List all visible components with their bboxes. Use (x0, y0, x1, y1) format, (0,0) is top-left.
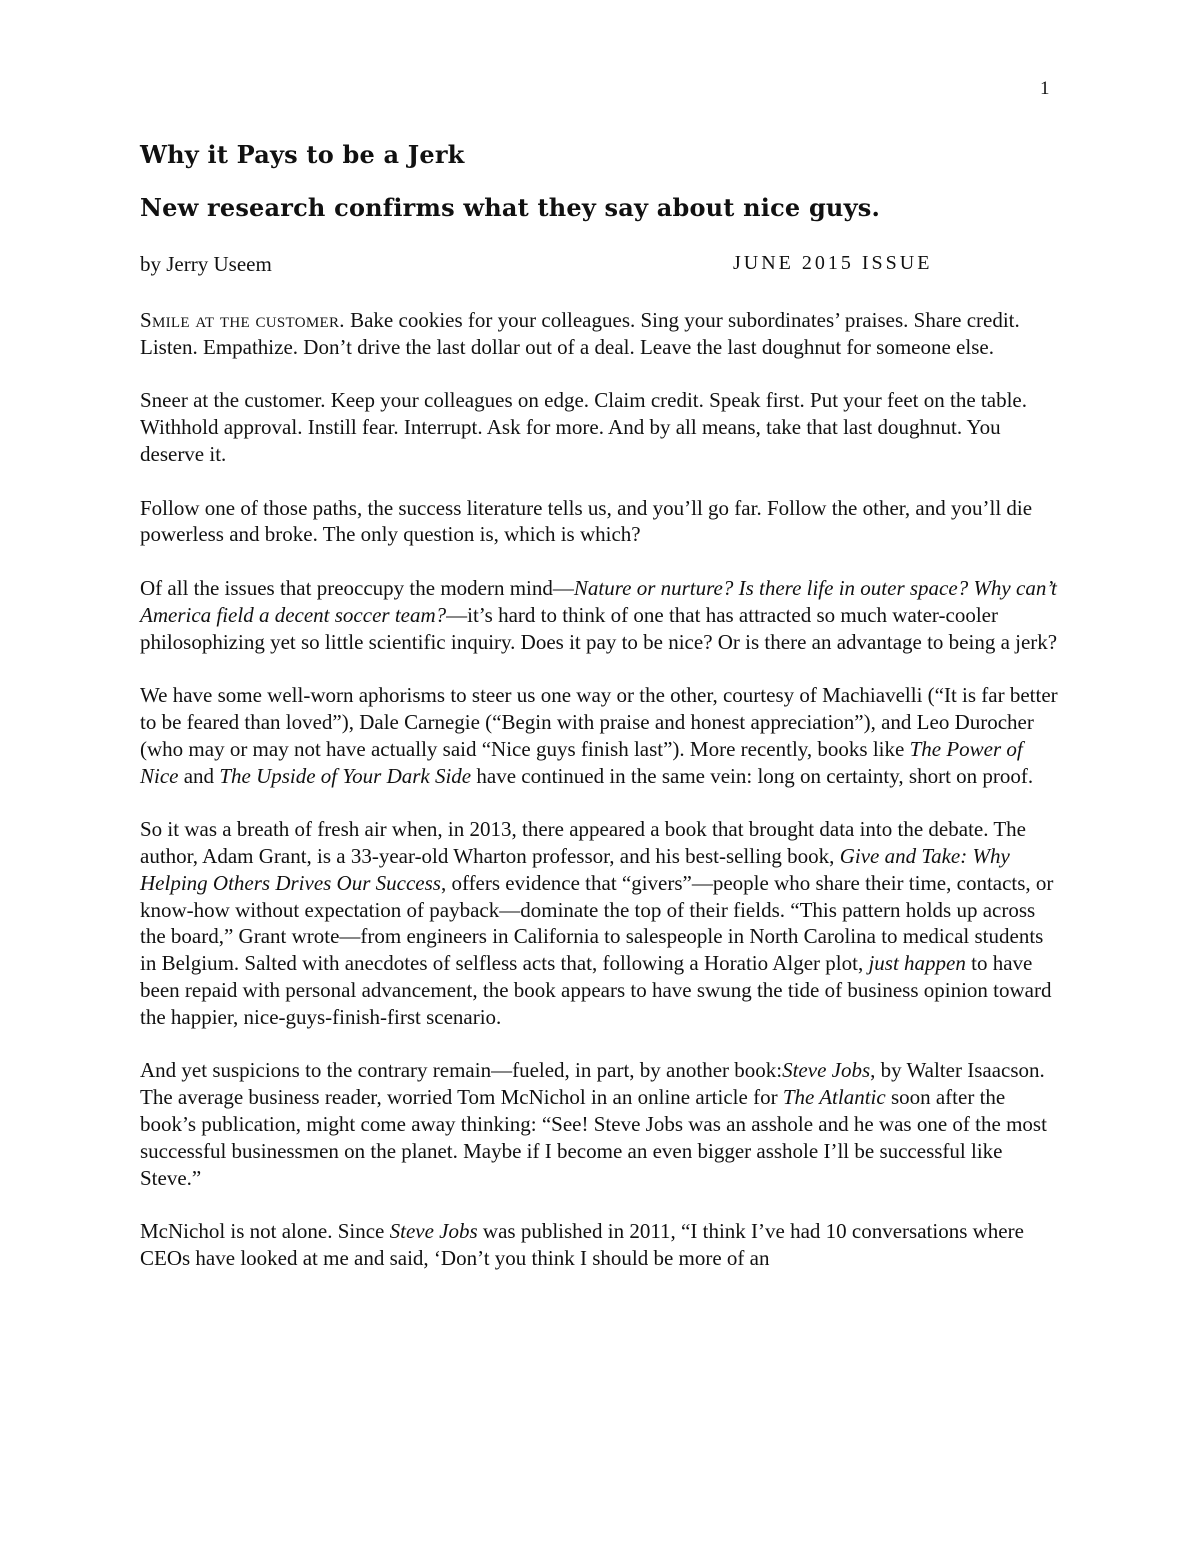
paragraph-text: McNichol is not alone. Since (140, 1219, 390, 1244)
paragraph-text: , by Walter Isaacson. The average business reader, worried Tom McNichol in an online article for (140, 1058, 1045, 1110)
italic-text: Nature or nurture? Is there life in outer space? Why can’t America field a decent soccer team? (140, 575, 1057, 627)
paragraph-text: to have been repaid with personal advancement, the book appears to have swung the tide of business opinion toward the happier, nice-guys-finish-first scenario. (140, 951, 1052, 1029)
lead-in: Smile at the customer. (140, 308, 345, 332)
paragraph-text: We have some well-worn aphorisms to steer us one way or the other, courtesy of Machiavelli (“It is far better to be feared than loved”), Dale Carnegie (“Begin with praise and honest appreciation”), and Leo Durocher (who may or may not have actually said “Nice guys finish last”). More recently, books like (140, 683, 1058, 761)
paragraph-text: , offers evidence that “givers”—people who share their time, contacts, or know-how without expectation of payback—dominate the top of their fields. “This pattern holds up across the board,” Grant wrote—from engineers in California to salespeople in North Carolina to medical students in Belgium. Salted with anecdotes of selfless acts that, following a Horatio Alger plot, (140, 870, 1054, 976)
book-title: Give and Take: Why Helping Others Drives Our Success (140, 843, 1010, 895)
publication-title: The Atlantic (782, 1085, 886, 1110)
paragraph-text: was published in 2011, “I think I’ve had 10 conversations where CEOs have looked at me and said, ‘Don’t you think I should be more of an (140, 1219, 1024, 1270)
paragraph-8 (140, 1218, 1060, 1272)
article-subtitle: New research confirms what they say about nice guys. (140, 193, 880, 222)
article-title: Why it Pays to be a Jerk (140, 140, 465, 169)
paragraph-text: —it’s hard to think of one that has attracted so much water-cooler philosophizing yet so little scientific inquiry. Does it pay to be nice? Or is there an advantage to being a jerk? (140, 602, 1058, 654)
book-title: Steve Jobs (782, 1058, 871, 1083)
paragraph-text: Of all the issues that preoccupy the modern mind— (140, 575, 574, 600)
book-title: Steve Jobs (389, 1219, 478, 1244)
paragraph-1 (140, 307, 1060, 361)
paragraph-text: And yet suspicions to the contrary remain—fueled, in part, by another book: (140, 1058, 783, 1083)
byline: by Jerry Useem (140, 252, 272, 276)
paragraph-2: Sneer at the customer. Keep your colleagues on edge. Claim credit. Speak first. Put your feet on the table. Withhold approval. Instill fear. Interrupt. Ask for more. And by all means, take that last doughnut. You deserve it. (140, 388, 1027, 466)
page-number: 1 (1040, 78, 1050, 99)
paragraph-3: Follow one of those paths, the success literature tells us, and you’ll go far. Follow the other, and you’ll die powerless and broke. The only question is, which is which? (140, 495, 1033, 547)
paragraph-text: So it was a breath of fresh air when, in 2013, there appeared a book that brought data into the debate. The author, Adam Grant, is a 33-year-old Wharton professor, and his best-selling book, (140, 817, 1026, 868)
paragraph-text: Bake cookies for your colleagues. Sing your subordinates’ praises. Share credit. Listen. Empathize. Don’t drive the last dollar out of a deal. Leave the last doughnut for someone else. (140, 308, 1020, 359)
paragraph-4 (140, 575, 1060, 655)
article-body (140, 307, 1060, 1298)
paragraph-5 (140, 682, 1060, 789)
book-title: The Upside of Your Dark Side (219, 763, 472, 788)
paragraph-6 (140, 816, 1060, 1030)
paragraph-text: soon after the book’s publication, might come away thinking: “See! Steve Jobs was an asshole and he was one of the most successful businessmen on the planet. Maybe if I become an even bigger asshole I’ll be successful like Steve.” (140, 1085, 1047, 1190)
paragraph-text: have continued in the same vein: long on certainty, short on proof. (471, 763, 1034, 788)
paragraph-text: and (178, 763, 220, 788)
issue-date: JUNE 2015 ISSUE (733, 252, 933, 274)
italic-text: just happen (868, 951, 966, 976)
paragraph-7 (140, 1057, 1060, 1191)
book-title: The Power of Nice (140, 736, 1023, 788)
